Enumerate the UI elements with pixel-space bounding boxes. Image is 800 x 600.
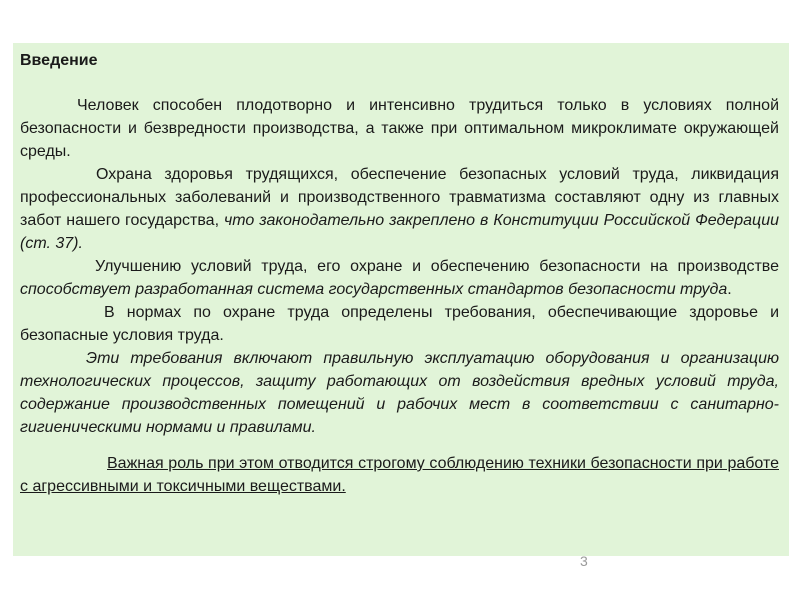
page-number: 3 [580,553,588,569]
paragraph-2-italic: что законодательно закреплено в Конституции Российской Федерации (ст. 37). [20,212,779,252]
paragraph-3-end: . [727,281,732,298]
paragraph-5: Эти требования включают правильную эксплуатацию оборудования и организацию технологических процессов, защиту работающих от воздействия вредных условий труда, содержание производственных помещений и рабочих мест в соответствии с санитарно-гигиеническими нормами и правилами. [20,350,779,436]
paragraph-3 [20,255,779,301]
paragraph-2 [20,163,779,255]
paragraph-6: Важная роль при этом отводится строгому соблюдению техники безопасности при работе с агрессивными и токсичными веществами. [20,455,779,495]
paragraph-3-text: Улучшению условий труда, его охране и обеспечению безопасности на производстве [95,258,779,275]
slide-heading: Введение [20,52,98,69]
slide-body [20,94,779,498]
paragraph-1: Человек способен плодотворно и интенсивно трудиться только в условиях полной безопасности и безвредности производства, а также при оптимальном микроклимате окружающей среды. [20,97,779,160]
paragraph-3-italic: способствует разработанная система государственных стандартов безопасности труда [20,281,728,298]
paragraph-2-text: Охрана здоровья трудящихся, обеспечение безопасных условий труда, ликвидация профессиональных заболеваний и производственного травматизма составляют одну из главных забот нашего государства, [20,166,779,229]
content-panel [13,43,789,556]
paragraph-4: В нормах по охране труда определены требования, обеспечивающие здоровье и безопасные условия труда. [20,304,779,344]
